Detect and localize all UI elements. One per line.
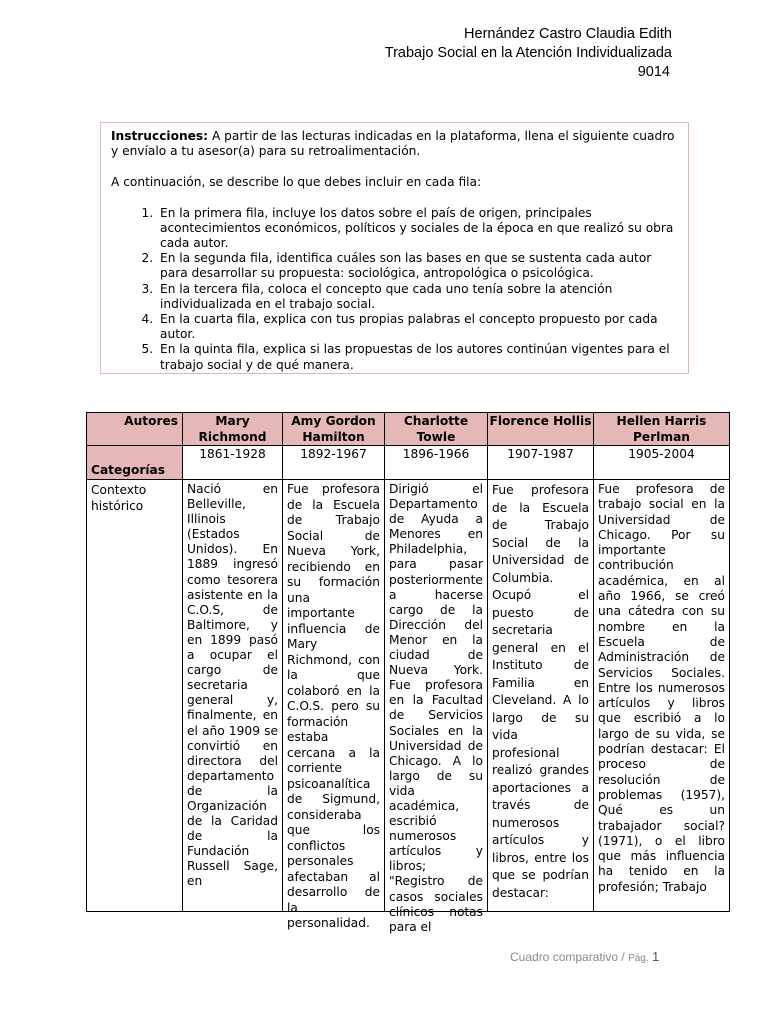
list-item: 4. En la cuarta fila, explica con tus propias palabras el concepto propuesto por cada autor. — [157, 312, 678, 342]
author-header: Amy Gordon Hamilton — [283, 413, 385, 446]
list-item: 5. En la quinta fila, explica si las propuestas de los autores continúan vigentes para el trabajo social y de qué manera. — [157, 342, 678, 372]
page-number: 1 — [652, 949, 660, 964]
table-cell — [488, 480, 594, 912]
table-cell — [283, 480, 385, 930]
cell-text: Nació en Belleville, Illinois (Estados Unidos). En 1889 ingresó como tesorera asistente en la C.O.S, de Baltimore, y en 1899 pasó a ocupar el cargo de secretaria general y, finalmente, en el año 1909 se convirtió en directora del departamento de la Organización de la Caridad de la Fundación Russell Sage, en — [187, 482, 278, 889]
author-header: Charlotte Towle — [385, 413, 488, 446]
author-years: 1896-1966 — [385, 446, 488, 480]
table-row — [87, 480, 730, 912]
instructions-text: A partir de las lecturas indicadas en la plataforma, llena el siguiente cuadro y envíalo a tu asesor(a) para su retroalimentación. — [111, 129, 675, 159]
list-item: 1. En la primera fila, incluye los datos sobre el país de origen, principales acontecimientos económicos, políticos y sociales de la época en que realizó su obra cada autor. — [157, 206, 678, 252]
author-header: Florence Hollis — [488, 413, 594, 446]
list-item: 2. En la segunda fila, identifica cuáles son las bases en que se sustenta cada autor para desarrollar su propuesta: sociológica, antropológica o psicológica. — [157, 251, 678, 281]
author-years: 1905-2004 — [594, 446, 730, 480]
cell-text: Dirigió el Departamento de Ayuda a Menores en Philadelphia, para pasar posteriormente a hacerse cargo de la Dirección del Menor en la ciudad de Nueva York. Fue profesora en la Facultad de Servicios Sociales en la Universidad de Chicago. A lo largo de su vida académica, escribió numerosos artículos y libros; "Registro de casos sociales clínicos notas para el — [389, 482, 483, 934]
table-cell — [183, 480, 283, 912]
list-item: 3. En la tercera fila, coloca el concepto que cada uno tenía sobre la atención individualizada en el trabajo social. — [157, 282, 678, 312]
cell-text: Fue profesora de la Escuela de Trabajo Social de Nueva York, recibiendo en su formación una importante influencia de Mary Richmond, con la que colaboró en la C.O.S. pero su formación estaba cercana a la corriente psicoanalítica de Sigmund, consideraba que los conflictos personales afectaban al desarrollo de la personalidad. — [287, 482, 380, 930]
author-years: 1892-1967 — [283, 446, 385, 480]
table-cell — [594, 480, 730, 912]
corner-categorias: Categorías — [87, 446, 183, 480]
group-code: 9014 — [637, 64, 670, 80]
author-name: Hernández Castro Claudia Edith — [464, 26, 672, 42]
table-header-row — [87, 413, 730, 446]
document-header — [385, 25, 672, 82]
course-title: Trabajo Social en la Atención Individualizada — [384, 45, 672, 61]
footer-pag: Pág. — [628, 953, 649, 964]
instructions-label: Instrucciones: — [111, 129, 209, 143]
author-years: 1861-1928 — [183, 446, 283, 480]
instructions-list — [111, 206, 678, 373]
row-label-text: Contexto histórico — [91, 483, 147, 513]
years-row — [87, 446, 730, 480]
cell-text: Fue profesora de trabajo social en la Universidad de Chicago. Por su importante contribución académica, en al año 1966, se creó una cátedra con su nombre en la Escuela de Administración de Servicios Sociales. Entre los numerosos artículos y libros que escribió a lo largo de su vida, se podrían destacar: El proceso de resolución de problemas (1957), Qué es un trabajador social? (1971), o el libro que más influencia ha tenido en la profesión; Trabajo — [598, 482, 725, 894]
row-label-contexto — [87, 480, 183, 912]
instructions-box — [100, 122, 689, 374]
page-footer — [510, 949, 659, 964]
cell-text: Fue profesora de la Escuela de Trabajo Social de la Universidad de Columbia. Ocupó el puesto de secretaria general en el Instituto de Familia en Cleveland. A lo largo de su vida profesional realizó grandes aportaciones a través de numerosos artículos y libros, entre los que se podrían destacar: — [492, 483, 589, 900]
author-header: Mary Richmond — [183, 413, 283, 446]
author-years: 1907-1987 — [488, 446, 594, 480]
author-header: Hellen Harris Perlman — [594, 413, 730, 446]
table-cell — [385, 480, 488, 934]
corner-autores: Autores — [87, 413, 183, 446]
footer-label: Cuadro comparativo / — [510, 950, 625, 964]
instructions-paragraph — [111, 129, 678, 159]
instructions-intro: A continuación, se describe lo que debes incluir en cada fila: — [111, 175, 482, 190]
comparison-table — [86, 412, 730, 934]
